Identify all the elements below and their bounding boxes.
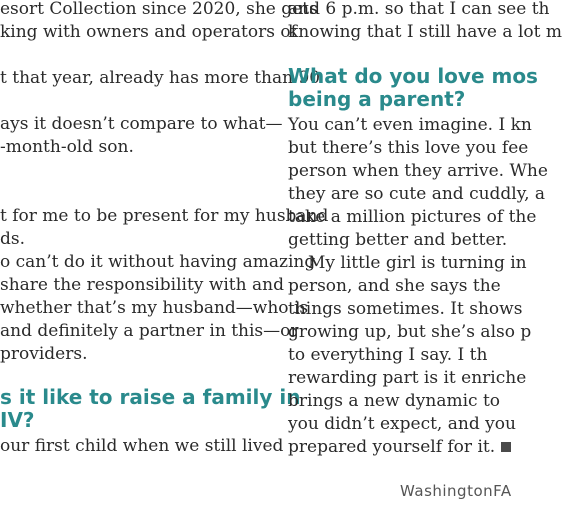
body-line-text: prepared yourself for it. [288,437,496,457]
body-line: to everything I say. I th [288,345,488,365]
body-line: brings a new dynamic to [288,391,501,411]
section-heading: being a parent? [288,87,466,111]
body-line: king with owners and operators of [0,22,297,42]
section-heading: s it like to raise a family in [0,385,301,409]
body-line: person when they arrive. Whe [288,161,548,181]
body-line: whether that’s my husband—who is [0,298,309,318]
body-line: knowing that I still have a lot m [288,22,562,42]
body-line: rewarding part is it enriche [288,368,527,388]
section-heading: What do you love mos [288,64,538,88]
body-line: ds. [0,229,26,249]
body-line: My little girl is turning in [308,253,527,273]
body-line: our first child when we still lived [0,436,284,456]
body-line: getting better and better. [288,230,508,250]
body-line: you didn’t expect, and you [288,414,516,434]
body-line: and definitely a partner in this—or [0,321,299,341]
body-line: and 6 p.m. so that I can see th [288,0,550,19]
body-line: providers. [0,344,88,364]
body-line: they are so cute and cuddly, a [288,184,546,204]
body-line: -month-old son. [0,137,134,157]
body-line: o can’t do it without having amazing [0,252,316,272]
body-line: esort Collection since 2020, she gets [0,0,318,19]
footer-brand: WashingtonFA [400,482,512,500]
body-line: take a million pictures of the [288,207,537,227]
body-line: t that year, already has more than 90 [0,68,321,88]
body-line: things sometimes. It shows [288,299,523,319]
body-line: t for me to be present for my husband [0,206,329,226]
body-line: person, and she says the [288,276,501,296]
body-line: growing up, but she’s also p [288,322,532,342]
section-heading: IV? [0,408,35,432]
body-line: ays it doesn’t compare to what— [0,114,283,134]
body-line: You can’t even imagine. I kn [288,115,532,135]
end-mark-icon [501,442,511,452]
body-line: but there’s this love you fee [288,138,529,158]
body-line-last [288,436,518,459]
body-line: share the responsibility with and [0,275,284,295]
